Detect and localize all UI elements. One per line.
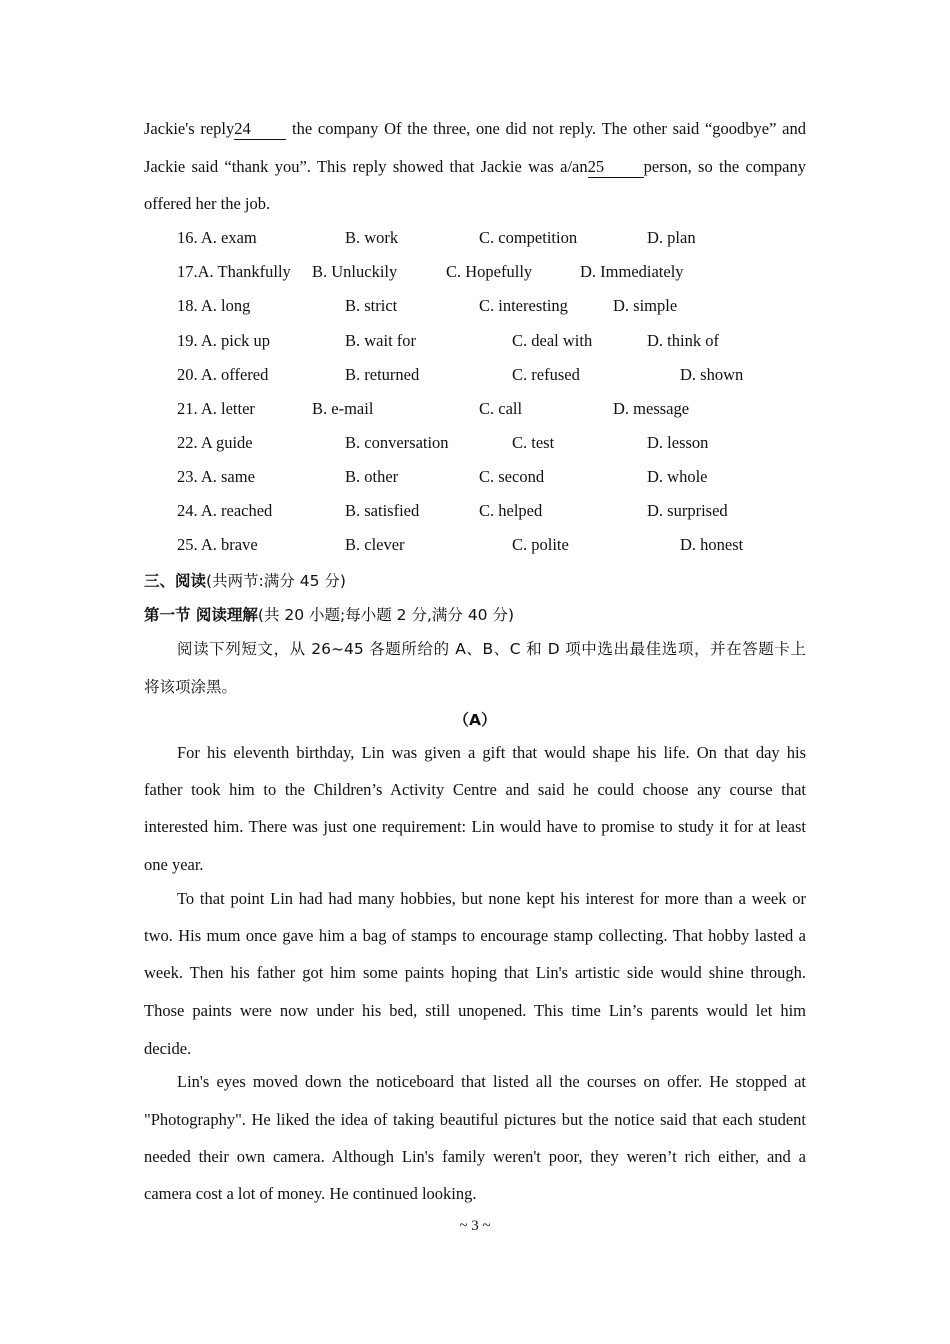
- cloze-line-1: [144, 119, 806, 140]
- option-c: C. competition: [479, 228, 578, 247]
- section-subtitle: (共两节:满分 45 分): [206, 572, 346, 590]
- cloze-text: the company Of the three, one did not reply. The other said “goodbye” and: [286, 119, 806, 138]
- passage-line: decide.: [144, 1039, 192, 1058]
- option-a: 17.A. Thankfully: [177, 262, 291, 281]
- option-d: D. shown: [680, 365, 744, 384]
- passage-line: two. His mum once gave him a bag of stamps to encourage stamp collecting. That hobby lasted a: [144, 926, 806, 945]
- instructions-line-1: 阅读下列短文，从 26~45 各题所给的 A、B、C 和 D 项中选出最佳选项，并在答题卡上: [177, 640, 806, 658]
- cloze-text: Jackie said “thank you”. This reply showed that Jackie was a/an: [144, 157, 588, 176]
- option-b: B. clever: [345, 535, 405, 554]
- option-a: 19. A. pick up: [177, 331, 271, 350]
- passage-line: "Photography". He liked the idea of taking beautiful pictures but the notice said that each student: [144, 1110, 806, 1129]
- option-a: 22. A guide: [177, 433, 253, 452]
- option-d: D. plan: [647, 228, 696, 247]
- passage-line: one year.: [144, 855, 204, 874]
- option-row-25: [0, 535, 950, 557]
- passage-line: Those paints were now under his bed, still unopened. This time Lin’s parents would let him: [144, 1001, 806, 1020]
- passage-line: Lin's eyes moved down the noticeboard that listed all the courses on offer. He stopped at: [177, 1072, 806, 1091]
- option-b: B. Unluckily: [312, 262, 398, 281]
- option-c: C. second: [479, 467, 545, 486]
- option-d: D. simple: [613, 296, 678, 315]
- option-b: B. returned: [345, 365, 420, 384]
- option-b: B. work: [345, 228, 399, 247]
- option-row-19: [0, 331, 950, 353]
- passage-line: week. Then his father got him some paints hoping that Lin's artistic side would shine through.: [144, 963, 806, 982]
- part-title: 第一节 阅读理解: [144, 606, 258, 624]
- option-d: D. whole: [647, 467, 708, 486]
- option-b: B. strict: [345, 296, 398, 315]
- option-row-23: [0, 467, 950, 489]
- option-b: B. wait for: [345, 331, 417, 350]
- option-row-18: [0, 296, 950, 318]
- passage-label: （A）: [453, 711, 497, 729]
- cloze-line-2: [144, 157, 806, 178]
- option-a: 16. A. exam: [177, 228, 257, 247]
- part-subtitle: (共 20 小题;每小题 2 分,满分 40 分): [257, 606, 515, 624]
- option-d: D. message: [613, 399, 690, 418]
- cloze-text: person, so the company: [643, 157, 806, 176]
- passage-line: needed their own camera. Although Lin's family weren't poor, they weren’t rich either, and a: [144, 1147, 806, 1166]
- option-c: C. deal with: [512, 331, 593, 350]
- instructions-line-2: 将该项涂黑。: [144, 678, 238, 696]
- option-row-16: [0, 228, 950, 250]
- passage-line: interested him. There was just one requirement: Lin would have to promise to study it for at least: [144, 817, 806, 836]
- option-c: C. refused: [512, 365, 580, 384]
- option-d: D. surprised: [647, 501, 728, 520]
- cloze-line-3: offered her the job.: [144, 194, 271, 213]
- passage-line: To that point Lin had had many hobbies, but none kept his interest for more than a week or: [177, 889, 806, 908]
- section-title: 三、阅读: [144, 572, 207, 590]
- option-a: 18. A. long: [177, 296, 251, 315]
- blank-24: 24: [234, 119, 286, 140]
- option-a: 24. A. reached: [177, 501, 273, 520]
- option-c: C. Hopefully: [446, 262, 533, 281]
- page-number: ~ 3 ~: [459, 1218, 491, 1234]
- part-heading: [144, 603, 806, 625]
- option-d: D. honest: [680, 535, 744, 554]
- option-a: 21. A. letter: [177, 399, 255, 418]
- option-c: C. interesting: [479, 296, 568, 315]
- option-row-22: [0, 433, 950, 455]
- option-d: D. think of: [647, 331, 719, 350]
- option-b: B. e-mail: [312, 399, 374, 418]
- option-b: B. other: [345, 467, 399, 486]
- option-c: C. test: [512, 433, 555, 452]
- option-row-20: [0, 365, 950, 387]
- option-a: 23. A. same: [177, 467, 255, 486]
- option-c: C. helped: [479, 501, 543, 520]
- option-c: C. polite: [512, 535, 569, 554]
- blank-25: 25: [588, 157, 644, 178]
- option-b: B. satisfied: [345, 501, 420, 520]
- option-c: C. call: [479, 399, 523, 418]
- option-row-17: [0, 262, 950, 284]
- passage-line: camera cost a lot of money. He continued looking.: [144, 1184, 477, 1203]
- option-b: B. conversation: [345, 433, 449, 452]
- option-row-21: [0, 399, 950, 421]
- passage-line: For his eleventh birthday, Lin was given a gift that would shape his life. On that day his: [177, 743, 806, 762]
- option-a: 25. A. brave: [177, 535, 258, 554]
- option-d: D. Immediately: [580, 262, 684, 281]
- cloze-text: Jackie's reply: [144, 119, 235, 138]
- option-d: D. lesson: [647, 433, 709, 452]
- option-row-24: [0, 501, 950, 523]
- section-heading: [144, 569, 806, 591]
- option-a: 20. A. offered: [177, 365, 269, 384]
- passage-line: father took him to the Children’s Activity Centre and said he could choose any course that: [144, 780, 806, 799]
